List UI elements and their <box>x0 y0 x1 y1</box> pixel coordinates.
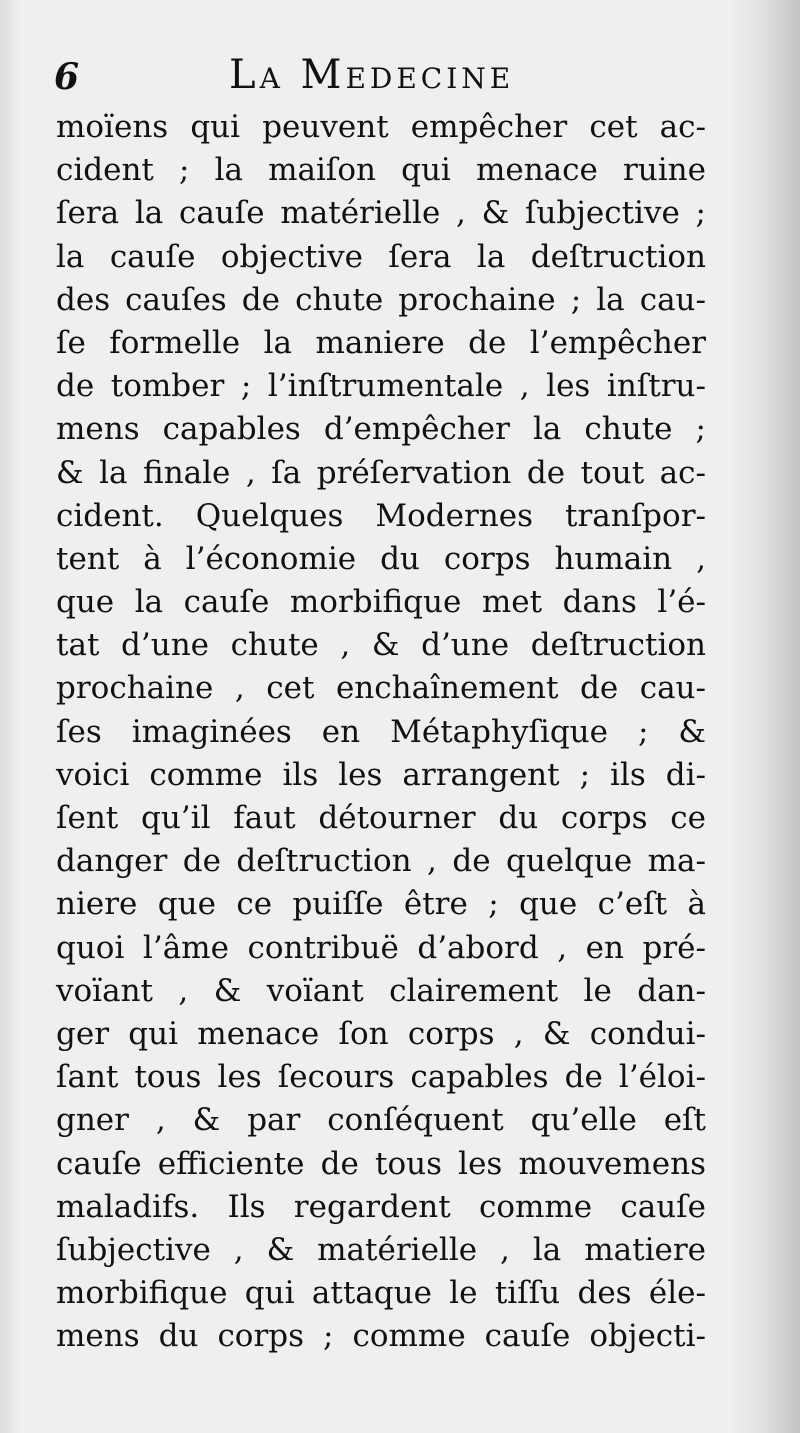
page-number: 6 <box>54 56 80 98</box>
text-line: ſubjective , & matérielle , la matiere <box>56 1231 706 1268</box>
running-head <box>54 52 714 102</box>
spine-shadow <box>730 0 800 1433</box>
body-text <box>56 106 706 1358</box>
text-line: niere que ce puiſſe être ; que c’eſt à <box>56 886 706 923</box>
text-line: des cauſes de chute prochaine ; la cau- <box>56 281 706 318</box>
text-line: moïens qui peuvent empêcher cet ac- <box>56 109 706 145</box>
text-line: & la finale , ſa préſervation de tout ac- <box>56 454 706 491</box>
text-line: gner , & par conſéquent qu’elle eſt <box>56 1102 706 1139</box>
page-left-edge <box>0 0 20 1433</box>
text-line: ſera la cauſe matérielle , & ſubjective ; <box>56 195 706 232</box>
text-line: prochaine , cet enchaînement de cau- <box>56 670 706 707</box>
text-line: mens capables d’empêcher la chute ; <box>56 411 706 448</box>
text-line: ger qui menace ſon corps , & condui- <box>56 1015 706 1052</box>
text-line: morbifique qui attaque le tiſſu des éle- <box>56 1275 706 1312</box>
text-line: voici comme ils les arrangent ; ils di- <box>56 756 706 793</box>
text-line: cident ; la maiſon qui menace ruine <box>56 152 706 189</box>
text-line: maladifs. Ils regardent comme cauſe <box>56 1188 706 1225</box>
text-line: la cauſe objective ſera la deſtruction <box>56 238 706 275</box>
running-title: La Medecine <box>229 52 515 98</box>
text-line: ſe formelle la maniere de l’empêcher <box>56 324 706 361</box>
text-line: ſant tous les ſecours capables de l’éloi- <box>56 1059 706 1096</box>
text-line: tat d’une chute , & d’une deſtruction <box>56 627 706 664</box>
text-line: voïant , & voïant clairement le dan- <box>56 972 706 1009</box>
text-line: cauſe efficiente de tous les mouvemens <box>56 1145 706 1182</box>
text-line: mens du corps ; comme cauſe objecti- <box>56 1318 706 1355</box>
text-line: ſes imaginées en Métaphyſique ; & <box>56 713 706 750</box>
text-line: quoi l’âme contribuë d’abord , en pré- <box>56 929 706 966</box>
text-line: de tomber ; l’inſtrumentale , les inſtru- <box>56 368 706 405</box>
text-line: cident. Quelques Modernes tranſpor- <box>56 497 706 534</box>
text-line: ſent qu’il faut détourner du corps ce <box>56 800 706 836</box>
text-line: que la cauſe morbifique met dans l’é- <box>56 584 706 621</box>
text-line: tent à l’économie du corps humain , <box>56 540 706 577</box>
text-line: danger de deſtruction , de quelque ma- <box>56 843 706 880</box>
